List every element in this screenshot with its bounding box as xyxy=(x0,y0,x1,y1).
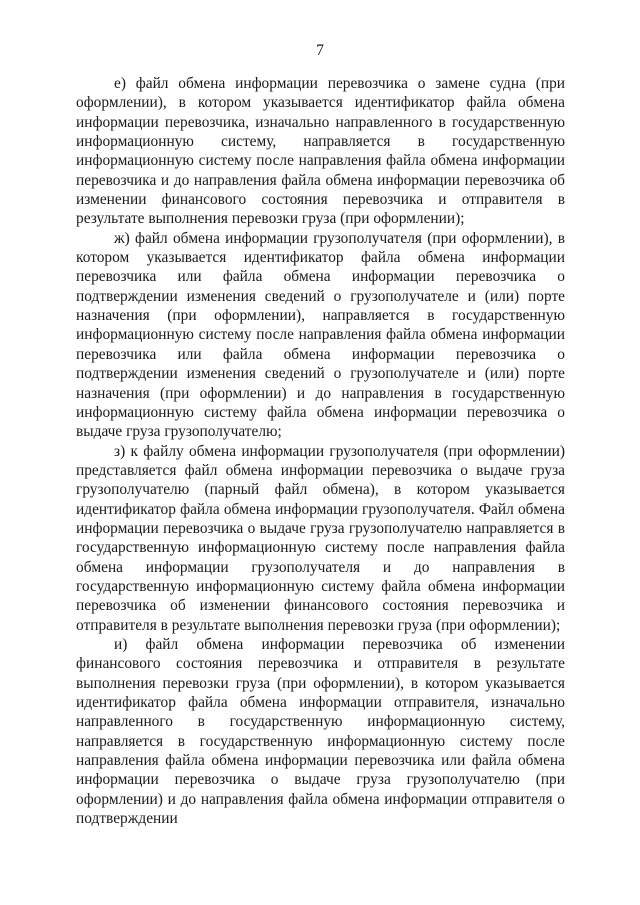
paragraph-z: з) к файлу обмена информации грузополучателя (при оформлении) представляется файл обмена информации перевозчика о выдаче груза грузополучателю (парный файл обмена), в котором указывается идентификатор файла обмена информации грузополучателя. Файл обмена информации перевозчика о выдаче груза грузополучателю направляется в государственную информационную систему после направления файла обмена информации грузополучателя и до направления в государственную информационную систему файла обмена информации перевозчика об изменении финансового состояния перевозчика и отправителя в результате выполнения перевозки груза (при оформлении); xyxy=(76,442,565,634)
paragraph-zh: ж) файл обмена информации грузополучателя (при оформлении), в котором указывается идентификатор файла обмена информации перевозчика или файла обмена информации перевозчика о подтверждении изменения сведений о грузополучателе и (или) порте назначения (при оформлении), направляется в государственную информационную систему после направления файла обмена информации перевозчика или файла обмена информации перевозчика о подтверждении изменения сведений о грузополучателе и (или) порте назначения (при оформлении) и до направления в государственную информационную систему файла обмена информации перевозчика о выдаче груза грузополучателю; xyxy=(76,229,565,441)
paragraph-e: е) файл обмена информации перевозчика о замене судна (при оформлении), в котором указывается идентификатор файла обмена информации перевозчика, изначально направленного в государственную информационную систему, направляется в государственную информационную систему после направления файла обмена информации перевозчика и до направления файла обмена информации перевозчика об изменении финансового состояния перевозчика и отправителя в результате выполнения перевозки груза (при оформлении); xyxy=(76,75,565,228)
page-number: 7 xyxy=(316,42,324,59)
paragraph-i: и) файл обмена информации перевозчика об изменении финансового состояния перевозчика и отправителя в результате выполнения перевозки груза (при оформлении), в котором указывается идентификатор файла обмена информации отправителя, изначально направленного в государственную информационную систему, направляется в государственную информационную систему после направления файла обмена информации перевозчика или файла обмена информации перевозчика о выдаче груза грузополучателю (при оформлении) и до направления файла обмена информации отправителя о подтверждении xyxy=(76,635,565,828)
document-body xyxy=(76,74,565,828)
